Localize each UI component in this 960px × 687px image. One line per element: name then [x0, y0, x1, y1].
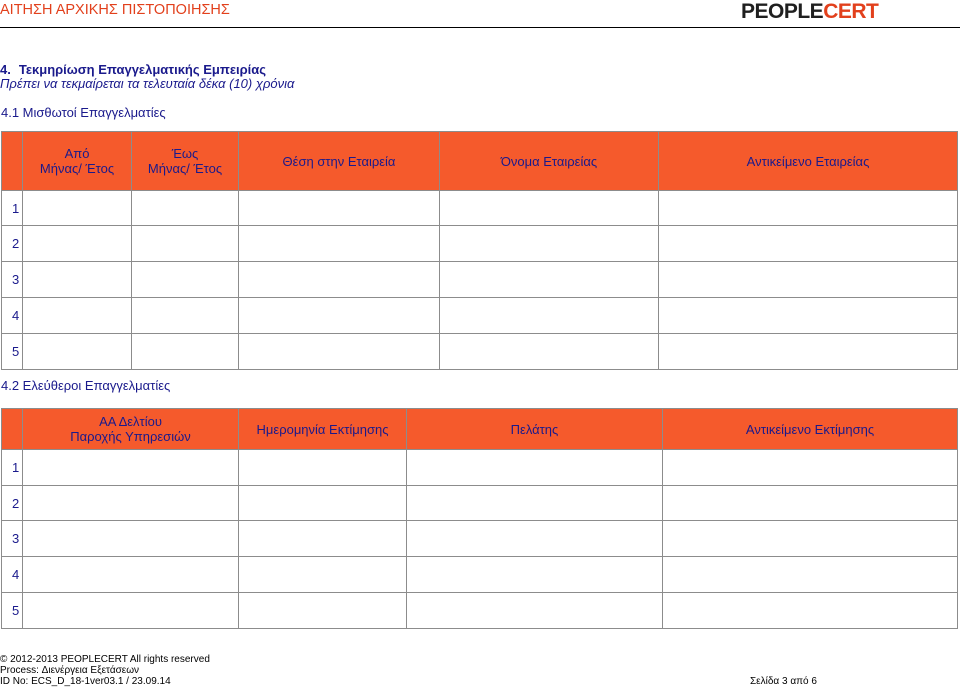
valuation-date-cell[interactable]	[239, 593, 407, 629]
row-number: 2	[2, 226, 23, 262]
valuation-subject-cell[interactable]	[663, 593, 958, 629]
from-cell[interactable]	[23, 226, 132, 262]
position-cell[interactable]	[239, 298, 440, 334]
company-activity-cell[interactable]	[659, 226, 958, 262]
to-cell[interactable]	[132, 334, 239, 370]
row-number: 4	[2, 557, 23, 593]
salaried-title: 4.1 Μισθωτοί Επαγγελματίες	[1, 105, 166, 120]
table-row	[2, 521, 958, 557]
col-company-activity-header: Αντικείμενο Εταιρείας	[659, 132, 958, 191]
freelance-header-row	[2, 409, 958, 450]
invoice-no-cell[interactable]	[23, 593, 239, 629]
row-number: 2	[2, 486, 23, 521]
col-valuation-subject-header: Αντικείμενο Εκτίμησης	[663, 409, 958, 450]
table-row	[2, 557, 958, 593]
valuation-date-cell[interactable]	[239, 486, 407, 521]
invoice-no-cell[interactable]	[23, 450, 239, 486]
to-cell[interactable]	[132, 226, 239, 262]
company-name-cell[interactable]	[440, 226, 659, 262]
freelance-title: 4.2 Ελεύθεροι Επαγγελματίες	[1, 378, 171, 393]
company-activity-cell[interactable]	[659, 262, 958, 298]
position-cell[interactable]	[239, 262, 440, 298]
col-company-name-header: Όνομα Εταιρείας	[440, 132, 659, 191]
to-cell[interactable]	[132, 191, 239, 226]
valuation-date-cell[interactable]	[239, 521, 407, 557]
client-cell[interactable]	[407, 521, 663, 557]
footer-copyright: © 2012-2013 PEOPLECERT All rights reserved	[0, 654, 210, 665]
company-activity-cell[interactable]	[659, 334, 958, 370]
invoice-no-cell[interactable]	[23, 557, 239, 593]
col-from-header: Από Μήνας/ Έτος	[23, 132, 132, 191]
col-position-header: Θέση στην Εταιρεία	[239, 132, 440, 191]
col-client-header: Πελάτης	[407, 409, 663, 450]
table-row	[2, 593, 958, 629]
row-number-header	[2, 132, 23, 191]
valuation-subject-cell[interactable]	[663, 557, 958, 593]
client-cell[interactable]	[407, 557, 663, 593]
col-valuation-date-header: Ημερομηνία Εκτίμησης	[239, 409, 407, 450]
invoice-no-cell[interactable]	[23, 486, 239, 521]
row-number: 1	[2, 191, 23, 226]
table-row	[2, 486, 958, 521]
company-activity-cell[interactable]	[659, 191, 958, 226]
to-cell[interactable]	[132, 298, 239, 334]
to-cell[interactable]	[132, 262, 239, 298]
peoplecert-logo: PEOPLECERT	[741, 0, 879, 23]
table-row	[2, 262, 958, 298]
valuation-date-cell[interactable]	[239, 557, 407, 593]
company-name-cell[interactable]	[440, 298, 659, 334]
table-row	[2, 334, 958, 370]
company-name-cell[interactable]	[440, 191, 659, 226]
valuation-subject-cell[interactable]	[663, 521, 958, 557]
salaried-header-row	[2, 132, 958, 191]
col-invoice-no-header: ΑΑ Δελτίου Παροχής Υπηρεσιών	[23, 409, 239, 450]
table-row	[2, 191, 958, 226]
freelance-table	[1, 408, 958, 629]
footer-process: Process: Διενέργεια Εξετάσεων	[0, 665, 140, 676]
row-number: 3	[2, 521, 23, 557]
section-note: Πρέπει να τεκμαίρεται τα τελευταία δέκα (10) χρόνια	[0, 76, 295, 91]
row-number: 1	[2, 450, 23, 486]
invoice-no-cell[interactable]	[23, 521, 239, 557]
valuation-date-cell[interactable]	[239, 450, 407, 486]
position-cell[interactable]	[239, 334, 440, 370]
footer-page-number: Σελίδα 3 από 6	[750, 676, 817, 687]
row-number: 5	[2, 334, 23, 370]
from-cell[interactable]	[23, 334, 132, 370]
header-divider	[0, 27, 960, 28]
valuation-subject-cell[interactable]	[663, 450, 958, 486]
from-cell[interactable]	[23, 298, 132, 334]
company-name-cell[interactable]	[440, 262, 659, 298]
row-number: 4	[2, 298, 23, 334]
row-number-header	[2, 409, 23, 450]
client-cell[interactable]	[407, 486, 663, 521]
client-cell[interactable]	[407, 450, 663, 486]
table-row	[2, 226, 958, 262]
footer-document-id: ID No: ECS_D_18-1ver03.1 / 23.09.14	[0, 676, 171, 687]
header-title: ΑΙΤΗΣΗ ΑΡΧΙΚΗΣ ΠΙΣΤΟΠΟΙΗΣΗΣ	[0, 2, 230, 18]
section-title: 4. Τεκμηρίωση Επαγγελματικής Εμπειρίας	[0, 62, 267, 77]
position-cell[interactable]	[239, 226, 440, 262]
row-number: 5	[2, 593, 23, 629]
row-number: 3	[2, 262, 23, 298]
position-cell[interactable]	[239, 191, 440, 226]
salaried-table	[1, 131, 958, 370]
client-cell[interactable]	[407, 593, 663, 629]
valuation-subject-cell[interactable]	[663, 486, 958, 521]
from-cell[interactable]	[23, 191, 132, 226]
col-to-header: Έως Μήνας/ Έτος	[132, 132, 239, 191]
from-cell[interactable]	[23, 262, 132, 298]
table-row	[2, 298, 958, 334]
table-row	[2, 450, 958, 486]
company-name-cell[interactable]	[440, 334, 659, 370]
company-activity-cell[interactable]	[659, 298, 958, 334]
